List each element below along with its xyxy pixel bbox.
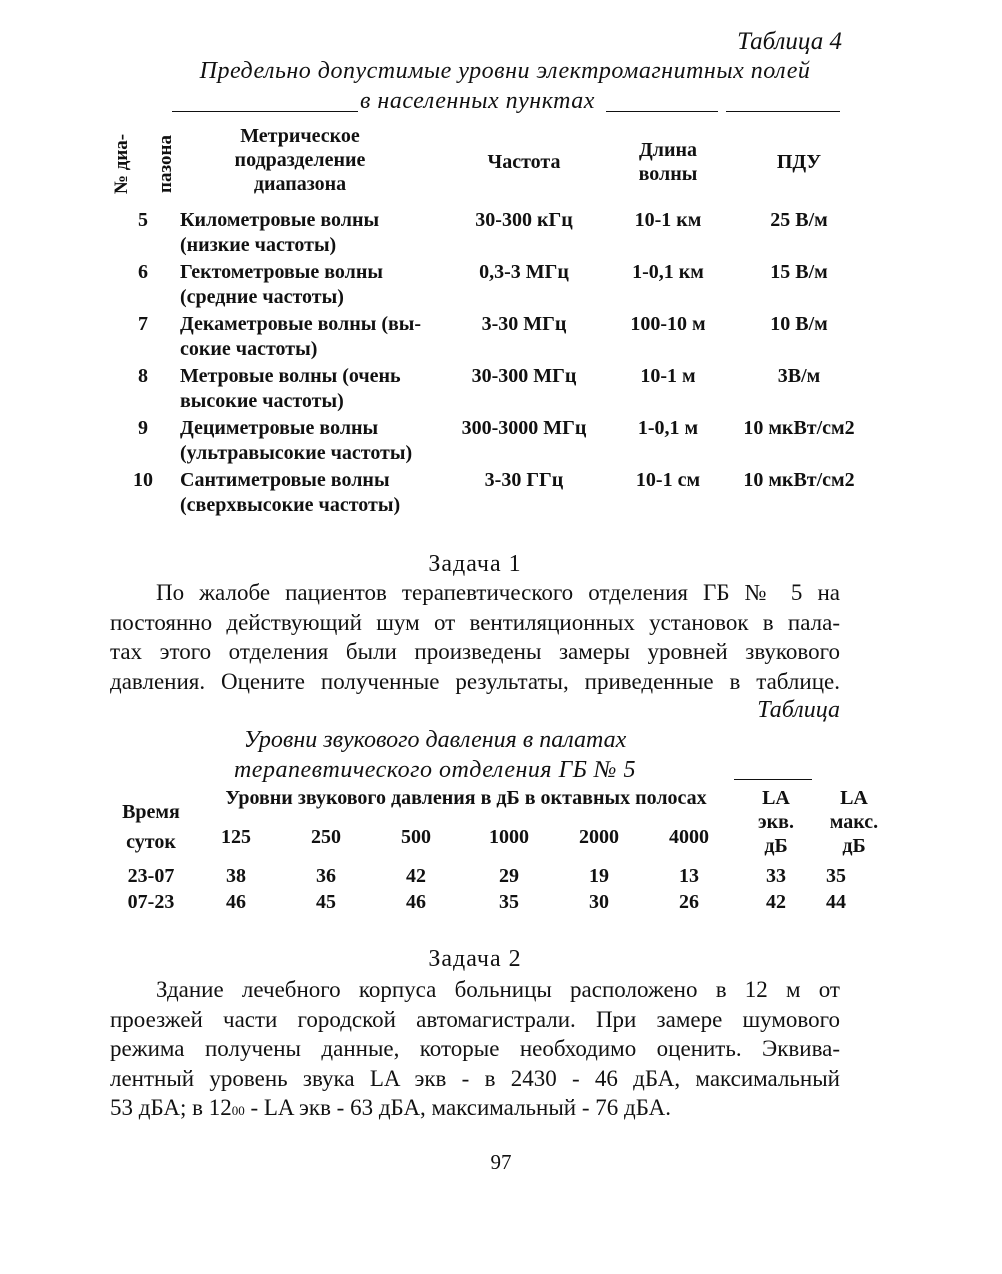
table4-cell-pdu: 10 В/м [770, 313, 828, 335]
table2-cell-la-max: 35 [826, 865, 846, 887]
table4-header-length-line2: волны [638, 163, 698, 185]
table2-caption: Таблица [757, 697, 840, 723]
table2-header-la-eq-line: LA [762, 787, 790, 809]
table2-cell-la-eq: 33 [766, 865, 786, 887]
table4-header-length [608, 138, 728, 186]
task1-line: постоянно действующий шум от вентиляционных установок в пала- [110, 609, 840, 635]
table4-cell-name-line1: Гектометровые волны [180, 261, 384, 283]
table4-header-pdu: ПДУ [776, 151, 822, 173]
table4-cell-name [180, 364, 442, 414]
table4-cell-freq: 300-3000 МГц [461, 417, 587, 439]
table4-cell-length: 10-1 м [640, 365, 696, 387]
task1-heading: Задача 1 [428, 551, 522, 577]
table2-cell-value: 36 [316, 865, 336, 887]
table2-header-levels: Уровни звукового давления в дБ в октавных полосах [225, 787, 707, 809]
table2-header-la-max-line: дБ [842, 835, 866, 857]
table2-header-time [108, 800, 194, 854]
task2-text [110, 975, 840, 1123]
table4-cell-name-line2: (низкие частоты) [180, 234, 337, 256]
table4-cell-name-line1: Метровые волны (очень [180, 365, 401, 387]
task2-last-part-a: 53 дБА; в 12 [110, 1095, 232, 1120]
table2-cell-value: 35 [499, 891, 519, 913]
task1-line: давления. Оцените полученные результаты, приведенные в таблице. [110, 668, 840, 694]
table4-number: Таблица 4 [737, 28, 842, 55]
table2-header-time-line1: Время [122, 801, 180, 823]
table4-cell-name-line1: Сантиметровые волны [180, 469, 390, 491]
table2-cell-la-eq: 42 [766, 891, 786, 913]
table2-header-time-line2: суток [126, 831, 176, 853]
table4-cell-name [180, 260, 442, 310]
task2-line: лентный уровень звука LA экв - в 2430 - 46 дБА, максимальный [110, 1065, 840, 1091]
table2-cell-value: 26 [679, 891, 699, 913]
table2-cell-value: 38 [226, 865, 246, 887]
table4-cell-name-line2: (средние частоты) [180, 286, 344, 308]
table2-cell-value: 29 [499, 865, 519, 887]
table4-cell-name-line2: высокие частоты) [180, 390, 344, 412]
table4-header-length-line1: Длина [638, 139, 698, 161]
table2-band: 2000 [579, 826, 619, 848]
table4-cell-num: 6 [138, 261, 148, 283]
task2-last-superscript: 00 [231, 1103, 245, 1118]
table4-cell-num: 5 [138, 209, 148, 231]
table2-cell-time: 23-07 [127, 865, 175, 887]
task1-text [110, 578, 840, 696]
table4-header-name-line2: подразделение [234, 149, 366, 171]
task2-line: Здание лечебного корпуса больницы расположено в 12 м от [156, 977, 840, 1002]
table4-cell-length: 10-1 км [634, 209, 702, 231]
task2-line-last [110, 1093, 840, 1123]
table4-cell-name-line1: Километровые волны [180, 209, 380, 231]
table4-cell-length: 1-0,1 м [637, 417, 699, 439]
table2-title-underline [734, 779, 812, 780]
table4-title-line1: Предельно допустимые уровни электромагнитных полей [199, 58, 811, 84]
table4-cell-freq: 30-300 МГц [471, 365, 577, 387]
table4-cell-pdu: 15 В/м [770, 261, 828, 283]
table2-band: 500 [401, 826, 431, 848]
table2-header-la-eq-line: дБ [764, 835, 788, 857]
table2-cell-value: 45 [316, 891, 336, 913]
page-number: 97 [490, 1150, 512, 1174]
table4-header-freq: Частота [487, 151, 561, 173]
table4-title-text: в населенных пунктах [360, 88, 595, 114]
table2-header-la-max-line: LA [840, 787, 868, 809]
table2-band: 4000 [669, 826, 709, 848]
table4-cell-num: 7 [138, 313, 148, 335]
table4-cell-name [180, 312, 442, 362]
table4-cell-name-line2: (ультравысокие частоты) [180, 442, 413, 464]
table4-cell-length: 100-10 м [630, 313, 706, 335]
table4-cell-name-line2: сокие частоты) [180, 338, 318, 360]
table4-header-name-line3: диапазона [253, 173, 347, 195]
table4-header-num-line2: пазона [155, 135, 176, 193]
table4-cell-name [180, 208, 442, 258]
table4-cell-name-line2: (сверхвысокие частоты) [180, 494, 401, 516]
table4-cell-num: 8 [138, 365, 148, 387]
table4-cell-freq: 30-300 кГц [475, 209, 573, 231]
table4-cell-freq: 3-30 ГГц [484, 469, 564, 491]
table2-cell-value: 13 [679, 865, 699, 887]
table4-header-num [111, 128, 176, 200]
table2-band: 125 [221, 826, 251, 848]
table2-cell-value: 46 [406, 891, 426, 913]
table2-cell-la-max: 44 [826, 891, 846, 913]
table4-cell-num: 9 [138, 417, 148, 439]
table4-cell-name [180, 468, 442, 518]
table2-cell-value: 19 [589, 865, 609, 887]
task1-line: тах этого отделения были произведены замеры уровней звукового [110, 639, 840, 664]
table2-title-line1: Уровни звукового давления в палатах [243, 727, 627, 753]
table4-cell-freq: 0,3-3 МГц [479, 261, 569, 283]
task2-heading: Задача 2 [428, 946, 522, 972]
task2-last-part-b: - LA экв - 63 дБА, максимальный - 76 дБА. [244, 1095, 671, 1120]
table4-cell-pdu: 10 мкВт/см2 [743, 417, 855, 439]
table4-cell-pdu: 25 В/м [770, 209, 828, 231]
table2-cell-time: 07-23 [127, 891, 175, 913]
table4-cell-freq: 3-30 МГц [481, 313, 567, 335]
table4-cell-length: 10-1 см [635, 469, 701, 491]
table2-cell-value: 42 [406, 865, 426, 887]
table4-cell-name-line1: Дециметровые волны [180, 417, 379, 439]
table4-cell-name-line1: Декаметровые волны (вы- [180, 313, 422, 335]
task2-line: режима получены данные, которые необходимо оценить. Эквива- [110, 1036, 840, 1061]
table2-cell-value: 30 [589, 891, 609, 913]
table2-header-la-max [816, 786, 892, 858]
table2-header-la-eq-line: экв. [758, 811, 794, 833]
table4-header-name [200, 124, 400, 196]
table2-band: 1000 [489, 826, 529, 848]
table2-title-line2: терапевтического отделения ГБ № 5 [233, 757, 637, 783]
task1-line: По жалобе пациентов терапевтического отделения ГБ № 5 на [156, 580, 840, 605]
table2-band: 250 [311, 826, 341, 848]
table4-header-num-line1: № диа- [111, 133, 132, 195]
table4-cell-num: 10 [133, 469, 153, 491]
table4-title-line2 [170, 88, 840, 118]
table2-cell-value: 46 [226, 891, 246, 913]
table4-header-name-line1: Метрическое [240, 125, 360, 147]
table4-cell-pdu: 10 мкВт/см2 [743, 469, 855, 491]
table4-cell-pdu: 3В/м [777, 365, 821, 387]
table4-cell-name [180, 416, 442, 466]
table2-header-la-eq [738, 786, 814, 858]
task2-line: проезжей части городской автомагистрали. При замере шумового [110, 1006, 840, 1032]
table2-header-la-max-line: макс. [829, 811, 879, 833]
table4-cell-length: 1-0,1 км [632, 261, 704, 283]
